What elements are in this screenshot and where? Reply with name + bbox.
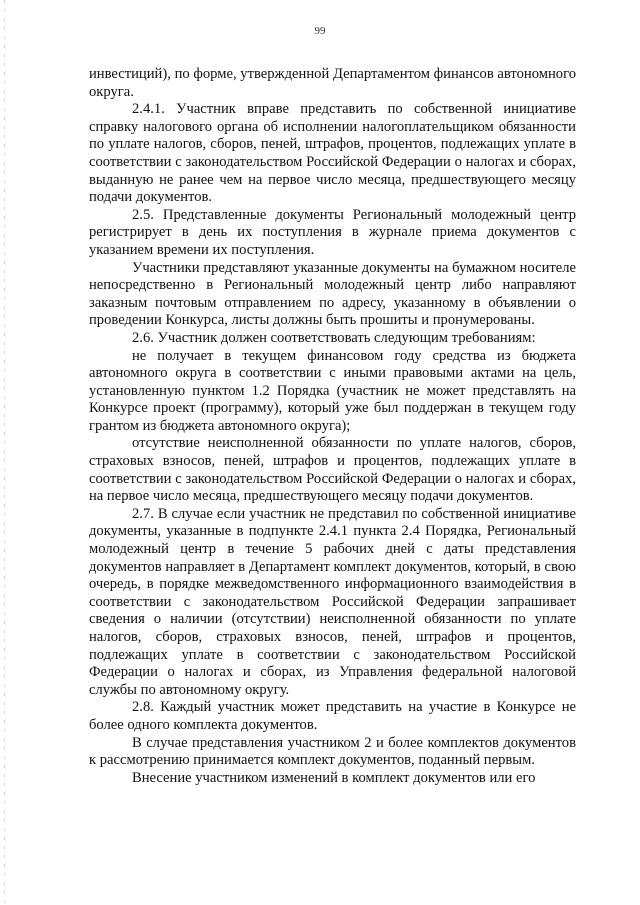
document-body (89, 66, 576, 787)
paragraph-1: инвестиций), по форме, утвержденной Департаментом финансов автономного округа. (89, 66, 576, 100)
paragraph-submission: Участники представляют указанные документы на бумажном носителе непосредственно в Региональный молодежный центр либо направляют заказным почтовым отправлением по адресу, указанному в объявлении о проведении Конкурса, листы должны быть прошиты и пронумерованы. (89, 259, 576, 329)
paragraph-multiple-sets: В случае представления участником 2 и более комплектов документов к рассмотрению принимается комплект документов, поданный первым. (89, 734, 576, 769)
paragraph-2-4-1: 2.4.1. Участник вправе представить по собственной инициативе справку налогового органа об исполнении налогоплательщиком обязанности по уплате налогов, сборов, пеней, штрафов, процентов, подлежащих уплате в соответствии с законодательством Российской Федерации о налогах и сборах, выданную не ранее чем на первое число месяца, предшествующего месяцу подачи документов. (89, 101, 576, 206)
requirement-2: отсутствие неисполненной обязанности по уплате налогов, сборов, страховых взносов, пеней, штрафов и процентов, подлежащих уплате в соответствии с законодательством Российской Федерации о налогах и сборах, на первое число месяца, предшествующего месяцу подачи документов. (89, 435, 576, 505)
paragraph-2-8: 2.8. Каждый участник может представить на участие в Конкурсе не более одного комплекта документов. (89, 699, 576, 733)
requirement-1: не получает в текущем финансовом году средства из бюджета автономного округа в соответствии с иными правовыми актами на цель, установленную пунктом 1.2 Порядка (участник не может представлять на Конкурсе проект (программу), который уже был поддержан в текущем году грантом из бюджета автономного округа); (89, 347, 576, 434)
paragraph-2-6: 2.6. Участник должен соответствовать следующим требованиям: (132, 329, 536, 346)
scan-edge-mark (4, 0, 5, 905)
paragraph-changes: Внесение участником изменений в комплект документов или его (132, 769, 536, 786)
page-number: 99 (314, 25, 326, 37)
paragraph-2-5: 2.5. Представленные документы Региональный молодежный центр регистрирует в день их поступления в журнале приема документов с указанием времени их поступления. (89, 206, 576, 258)
paragraph-2-7: 2.7. В случае если участник не представил по собственной инициативе документы, указанные в подпункте 2.4.1 пункта 2.4 Порядка, Региональный молодежный центр в течение 5 рабочих дней с даты представления документов направляет в Департамент комплект документов, который, в свою очередь, в порядке межведомственного информационного взаимодействия в соответствии с законодательством Российской Федерации запрашивает сведения о наличии (отсутствии) неисполненной обязанности по уплате налогов, сборов, страховых взносов, пеней, штрафов и процентов, подлежащих уплате в соответствии с законодательством Российской Федерации о налогах и сборах, из Управления федеральной налоговой службы по автономному округу. (89, 505, 576, 698)
